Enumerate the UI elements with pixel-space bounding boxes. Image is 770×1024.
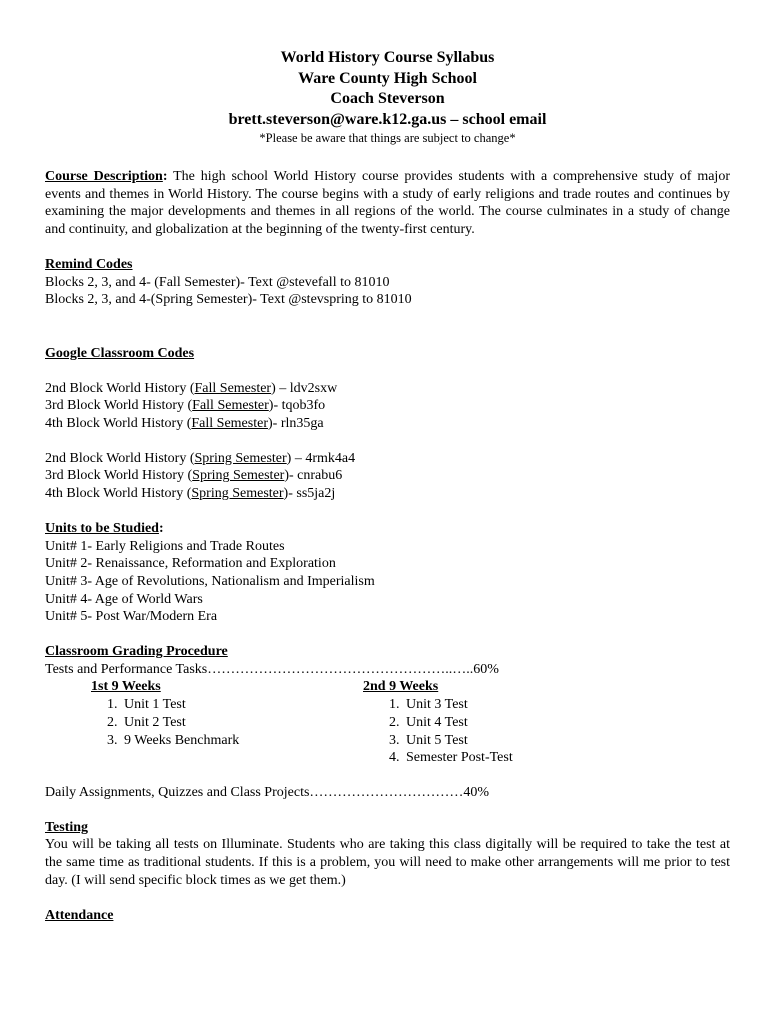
item-number: 2. [107, 714, 118, 730]
item-text: Semester Post-Test [406, 750, 513, 766]
grading-section [45, 643, 730, 802]
item-number: 1. [389, 697, 400, 713]
unit-item: Unit# 4- Age of World Wars [45, 591, 203, 607]
item-number: 3. [107, 732, 118, 748]
code-suffix: )- tqob3fo [268, 398, 326, 414]
change-notice: *Please be aware that things are subject to change* [259, 131, 516, 145]
item-number: 3. [389, 732, 400, 748]
code-suffix: ) – ldv2sxw [271, 380, 338, 396]
units-heading-line [45, 520, 730, 538]
classroom-code-line [45, 415, 730, 433]
code-prefix: 4th Block World History ( [45, 486, 192, 502]
attendance-section [45, 907, 730, 925]
course-description-text: The high school World History course provides students with a comprehensive study of major events and themes in World History. The course begins with a study of early religions and trade routes and continues by examining the major developments and themes in all regions of the world. The course culminates in a study of change and continuity, and globalization at the beginning of the twenty-first century. [45, 169, 730, 238]
second-nine-weeks-heading: 2nd 9 Weeks [363, 679, 439, 695]
teacher-name: Coach Steverson [330, 90, 445, 107]
units-section [45, 520, 730, 626]
first-nine-weeks [45, 678, 363, 767]
units-heading: Units to be Studied [45, 520, 159, 536]
item-number: 1. [107, 697, 118, 713]
testing-section [45, 819, 730, 890]
course-description-colon: : [162, 169, 168, 184]
test-list-item [45, 714, 363, 732]
code-prefix: 3rd Block World History ( [45, 468, 193, 484]
test-list-item [363, 749, 683, 767]
second-nine-weeks [363, 678, 683, 767]
email-line: brett.steverson@ware.k12.ga.us – school email [228, 110, 547, 128]
item-text: 9 Weeks Benchmark [124, 732, 240, 748]
unit-item: Unit# 2- Renaissance, Reformation and Exploration [45, 556, 336, 572]
remind-codes-section [45, 256, 730, 309]
semester-label: Spring Semester [194, 450, 287, 466]
classroom-code-line [45, 450, 730, 468]
remind-code-line: Blocks 2, 3, and 4- (Fall Semester)- Text @stevefall to 81010 [45, 274, 390, 290]
classroom-code-line [45, 485, 730, 503]
syllabus-page [45, 48, 730, 924]
remind-codes-heading: Remind Codes [45, 256, 133, 272]
document-header [45, 48, 730, 146]
classroom-code-line [45, 467, 730, 485]
semester-label: Fall Semester [194, 380, 272, 396]
document-title: World History Course Syllabus [280, 49, 495, 66]
code-prefix: 4th Block World History ( [45, 416, 192, 432]
school-name: Ware County High School [298, 69, 477, 87]
item-text: Unit 2 Test [124, 714, 186, 730]
item-text: Unit 4 Test [406, 714, 468, 730]
semester-label: Fall Semester [192, 398, 269, 414]
unit-item: Unit# 5- Post War/Modern Era [45, 609, 218, 625]
course-description-heading: Course Description [45, 169, 163, 184]
classroom-code-line [45, 380, 730, 398]
grading-heading: Classroom Grading Procedure [45, 644, 228, 660]
spring-codes [45, 450, 730, 503]
item-text: Unit 3 Test [406, 697, 468, 713]
test-list-item [45, 732, 363, 750]
semester-label: Spring Semester [192, 468, 285, 484]
code-prefix: 3rd Block World History ( [45, 398, 193, 414]
item-text: Unit 5 Test [406, 732, 468, 748]
test-list-item [363, 714, 683, 732]
units-heading-colon: : [158, 520, 164, 536]
google-classroom-heading: Google Classroom Codes [45, 345, 195, 361]
code-suffix: )- rln35ga [268, 416, 324, 432]
code-suffix: )- cnrabu6 [284, 468, 343, 484]
classroom-code-line [45, 397, 730, 415]
item-text: Unit 1 Test [124, 697, 186, 713]
tests-weight-line: Tests and Performance Tasks……………………………………………..…..60% [45, 661, 499, 677]
unit-item: Unit# 1- Early Religions and Trade Routes [45, 538, 285, 554]
fall-codes [45, 380, 730, 433]
test-list-item [363, 696, 683, 714]
attendance-heading: Attendance [45, 907, 114, 923]
code-suffix: ) – 4rmk4a4 [286, 450, 356, 466]
unit-item: Unit# 3- Age of Revolutions, Nationalism and Imperialism [45, 573, 375, 589]
course-description [45, 168, 730, 239]
code-prefix: 2nd Block World History ( [45, 450, 195, 466]
testing-heading: Testing [45, 819, 89, 835]
code-prefix: 2nd Block World History ( [45, 380, 195, 396]
remind-code-line: Blocks 2, 3, and 4-(Spring Semester)- Text @stevspring to 81010 [45, 292, 412, 308]
item-number: 4. [389, 750, 400, 766]
grading-weeks-table [45, 678, 730, 767]
daily-weight-line: Daily Assignments, Quizzes and Class Projects……………………………40% [45, 784, 490, 800]
code-suffix: )- ss5ja2j [283, 486, 336, 502]
item-number: 2. [389, 714, 400, 730]
testing-text: You will be taking all tests on Illuminate. Students who are taking this class digitally will be required to take the test at the same time as traditional students. If this is a problem, you will need to make other arrangements will me prior to test day. (I will send specific block times as we get them.) [45, 837, 730, 888]
google-classroom-section [45, 345, 730, 503]
first-nine-weeks-heading: 1st 9 Weeks [91, 679, 161, 695]
test-list-item [363, 732, 683, 750]
semester-label: Spring Semester [191, 486, 284, 502]
semester-label: Fall Semester [191, 416, 268, 432]
test-list-item [45, 696, 363, 714]
